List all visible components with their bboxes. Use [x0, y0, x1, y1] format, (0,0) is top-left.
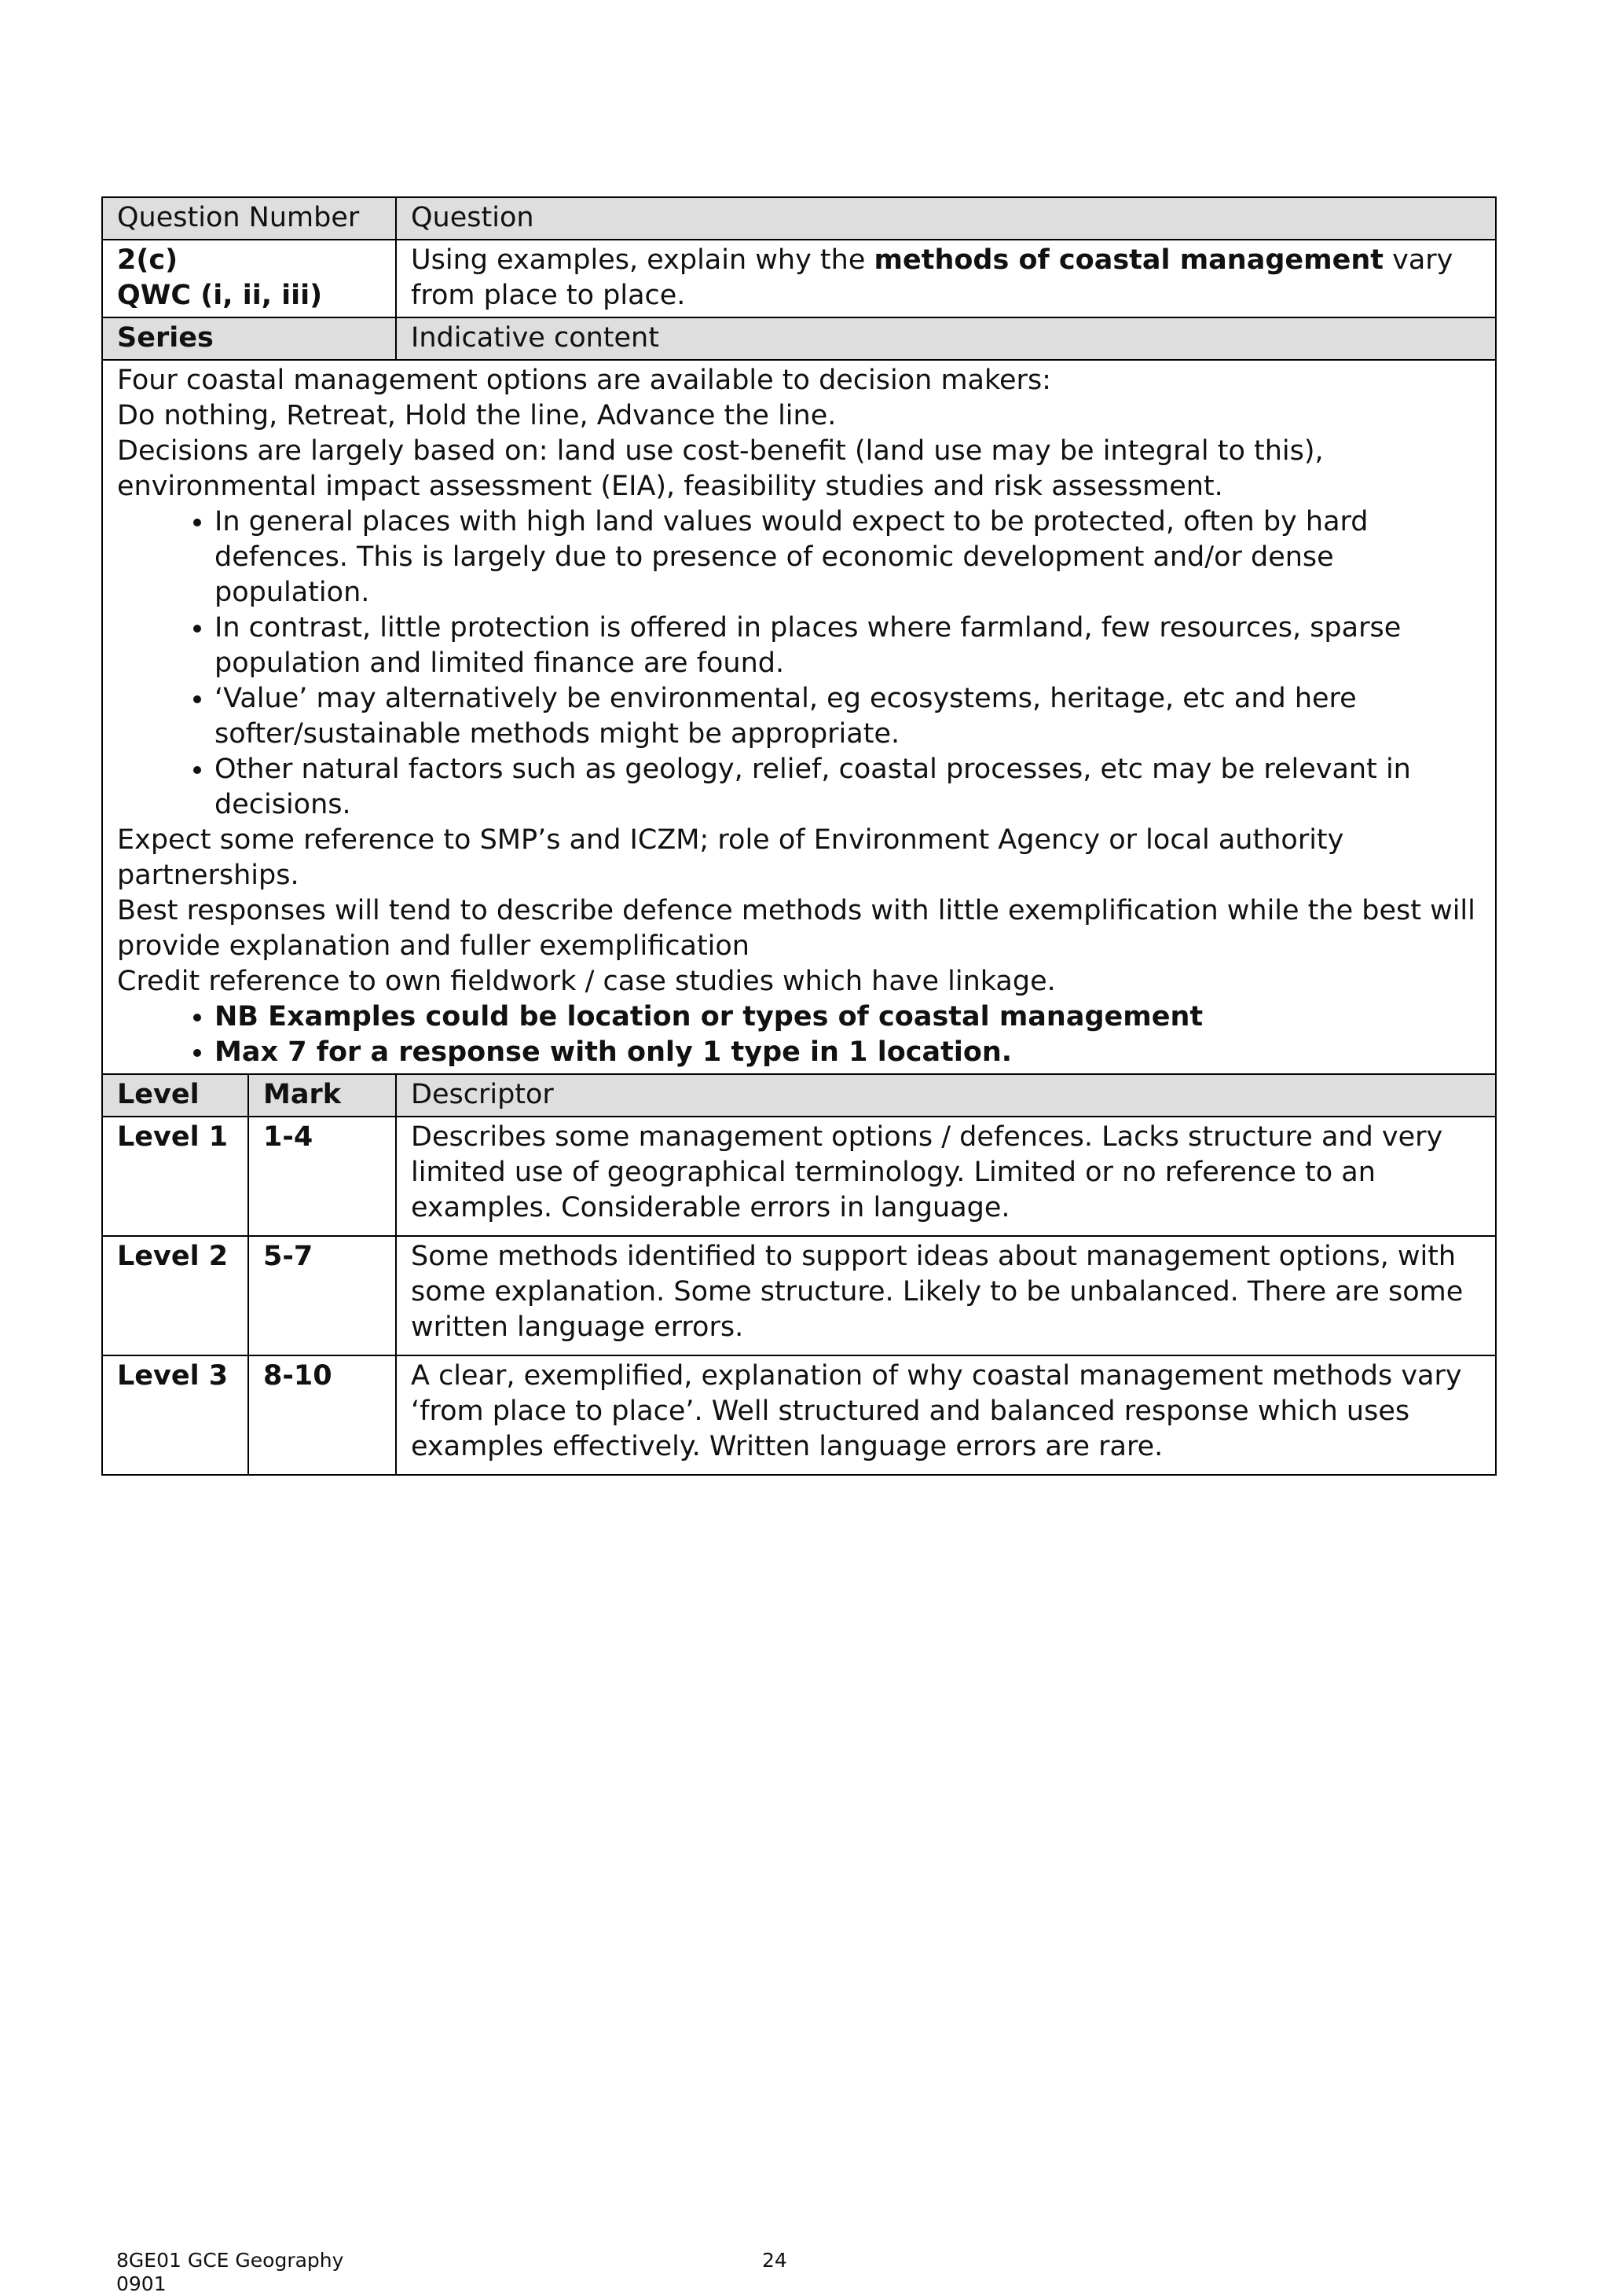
list-item: • Max 7 for a response with only 1 type in 1 location. — [214, 1035, 1481, 1070]
indicative-line: Four coastal management options are available to decision makers: — [117, 365, 1051, 396]
indicative-content-label: Indicative content — [396, 317, 1496, 360]
level-cell: Level 1 — [102, 1117, 248, 1236]
table-row — [102, 1117, 1496, 1236]
note-bullet-list — [117, 999, 1481, 1070]
question-text — [396, 240, 1496, 317]
question-row — [102, 240, 1496, 317]
descriptor-cell: Describes some management options / defences. Lacks structure and very limited use of geographical terminology. Limited or no reference to an examples. Considerable errors in language. — [396, 1117, 1496, 1236]
mark-cell: 1-4 — [248, 1117, 396, 1236]
indicative-line: Best responses will tend to describe defence methods with little exemplification while the best will provide explanation and fuller exemplification — [117, 895, 1475, 962]
levels-header-row — [102, 1074, 1496, 1117]
descriptor-cell: A clear, exemplified, explanation of why coastal management methods vary ‘from place to place’. Well structured and balanced response which uses examples effectively. Written language errors are rare. — [396, 1355, 1496, 1475]
footer-code: 8GE01 GCE Geography — [116, 2249, 344, 2272]
question-text-end: vary from place to place. — [411, 244, 1453, 311]
indicative-line: Decisions are largely based on: land use cost-benefit (land use may be integral to this), environmental impact assessment (EIA), feasibility studies and risk assessment. — [117, 435, 1324, 502]
list-item: • NB Examples could be location or types of coastal management — [214, 999, 1481, 1035]
descriptor-header: Descriptor — [396, 1074, 1496, 1117]
indicative-line: Credit reference to own fieldwork / case studies which have linkage. — [117, 966, 1056, 997]
indicative-content-row — [102, 360, 1496, 1074]
level-cell: Level 2 — [102, 1236, 248, 1355]
indicative-line: Do nothing, Retreat, Hold the line, Advance the line. — [117, 400, 837, 431]
level-header: Level — [102, 1074, 248, 1117]
list-item: • ‘Value’ may alternatively be environmental, eg ecosystems, heritage, etc and here softer/sustainable methods might be appropriate. — [214, 681, 1481, 752]
indicative-content — [102, 360, 1496, 1074]
list-item: • In contrast, little protection is offered in places where farmland, few resources, sparse population and limited finance are found. — [214, 611, 1481, 681]
footer-date: 0901 — [116, 2272, 167, 2295]
descriptor-cell: Some methods identified to support ideas about management options, with some explanation. Some structure. Likely to be unbalanced. There are some written language errors. — [396, 1236, 1496, 1355]
level-cell: Level 3 — [102, 1355, 248, 1475]
qwc-label: QWC (i, ii, iii) — [117, 280, 323, 311]
table-row — [102, 1355, 1496, 1475]
section-header-row — [102, 317, 1496, 360]
mark-cell: 8-10 — [248, 1355, 396, 1475]
mark-scheme-table — [101, 196, 1497, 1476]
table-header-row — [102, 197, 1496, 240]
question-text-bold: methods of coastal management — [874, 244, 1384, 276]
question-text-start: Using examples, explain why the — [411, 244, 874, 276]
page-number: 24 — [762, 2249, 787, 2272]
list-item: • In general places with high land values would expect to be protected, often by hard defences. This is largely due to presence of economic development and/or dense population. — [214, 504, 1481, 611]
mark-cell: 5-7 — [248, 1236, 396, 1355]
list-item: • Other natural factors such as geology, relief, coastal processes, etc may be relevant in decisions. — [214, 752, 1481, 823]
header-question: Question — [396, 197, 1496, 240]
indicative-bullet-list — [117, 504, 1481, 823]
table-row — [102, 1236, 1496, 1355]
mark-header: Mark — [248, 1074, 396, 1117]
question-number-cell — [102, 240, 396, 317]
header-question-number: Question Number — [102, 197, 396, 240]
series-label: Series — [102, 317, 396, 360]
indicative-line: Expect some reference to SMP’s and ICZM; role of Environment Agency or local authority partnerships. — [117, 824, 1344, 891]
question-number: 2(c) — [117, 244, 178, 276]
